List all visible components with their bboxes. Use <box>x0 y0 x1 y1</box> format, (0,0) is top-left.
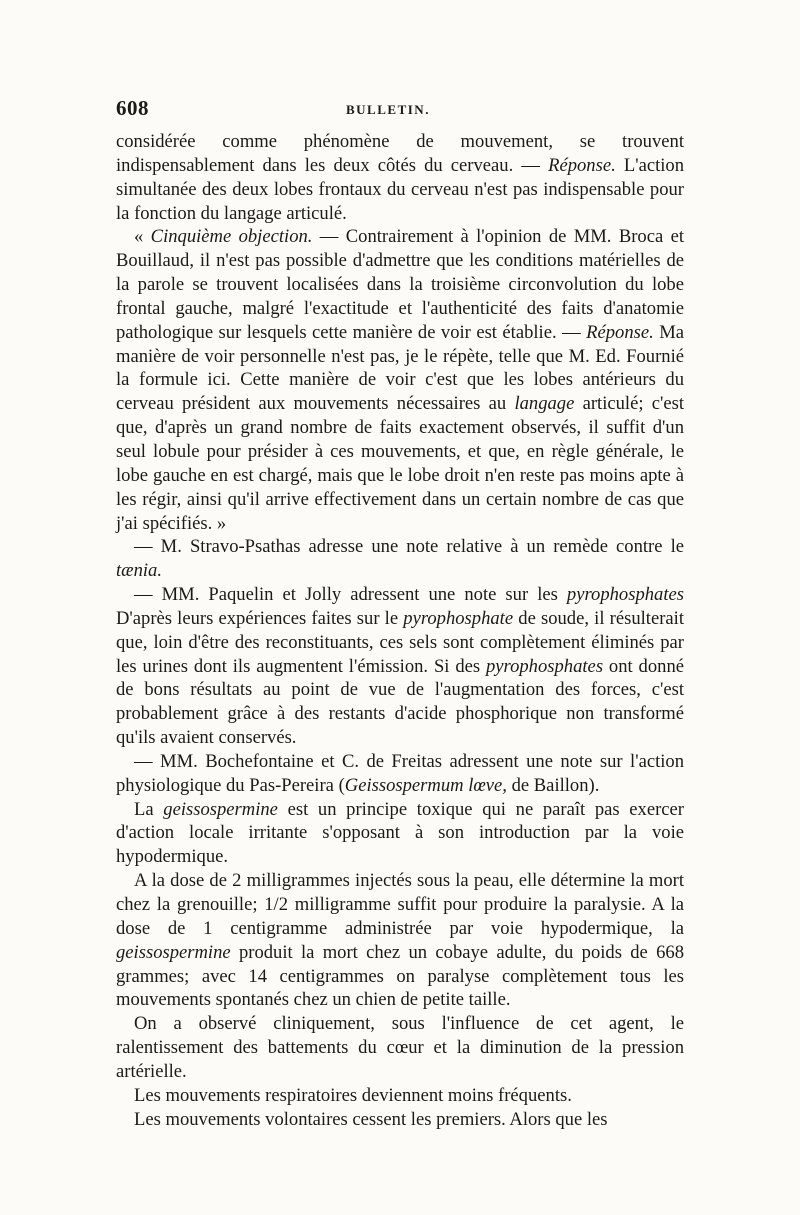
italic-run: Réponse. <box>586 321 654 343</box>
paragraph <box>116 583 684 750</box>
text-run: est un principe toxique qui ne paraît pas exercer d'action locale irritante s'opposant à son introduction par la voie hypodermique. <box>116 798 684 868</box>
italic-run: Cinquième objection. <box>150 226 313 248</box>
text-run: articulé; c'est que, d'après un grand nombre de faits exactement observés, il suffit d'un seul lobule pour présider à ces mouvements, et que, en règle générale, le lobe gauche en est chargé, mais que le lobe droit n'en reste pas moins apte à les régir, ainsi qu'il arrive effectivement dans un certain nombre de cas que j'ai spécifiés. » <box>116 393 684 534</box>
paragraph <box>116 1084 684 1108</box>
text-run: A la dose de 2 milligrammes injectés sous la peau, elle détermine la mort chez la grenouille; 1/2 milligramme suffit pour produire la paralysie. A la dose de 1 centigramme administrée par voie hypodermique, la <box>116 870 684 939</box>
text-run: — MM. Paquelin et Jolly adressent une note sur les <box>134 584 567 606</box>
running-head: BULLETIN. <box>346 102 430 117</box>
italic-run: langage <box>514 393 575 415</box>
text-run: produit la mort chez un cobaye adulte, du poids de 668 grammes; avec 14 centigrammes on paralyse complètement tous les mouvements spontanés chez un chien de petite taille. <box>116 941 684 1011</box>
text-run: Ma manière de voir personnelle n'est pas, je le répète, telle que M. Ed. Fournié la formule ici. Cette manière de voir c'est que les lobes antérieurs du cerveau président aux mouvements nécessaires au <box>116 321 684 415</box>
text-run: D'après leurs expériences faites sur le <box>116 607 404 629</box>
body-text <box>116 130 684 1131</box>
paragraph <box>116 1108 684 1132</box>
text-run: La <box>134 798 164 820</box>
text-run: de soude, il résulterait que, loin d'être des reconstituants, ces sels sont complètement éliminés par les urines dont ils augmentent l'émission. Si des <box>116 607 684 677</box>
page-number: 608 <box>116 96 149 120</box>
paragraph <box>116 869 684 1012</box>
paragraph <box>116 225 684 535</box>
text-run: Les mouvements volontaires cessent les premiers. Alors que les <box>134 1108 608 1130</box>
paragraph <box>116 130 684 225</box>
text-run: — M. Stravo-Psathas adresse une note relative à un remède contre le <box>134 536 684 558</box>
paragraph <box>116 535 684 583</box>
italic-run: pyrophosphates <box>566 584 684 606</box>
text-run: « <box>134 226 151 248</box>
italic-run: tænia. <box>116 560 162 582</box>
italic-run: pyrophosphates <box>485 655 604 677</box>
text-run: Les mouvements respiratoires deviennent moins fréquents. <box>134 1084 572 1106</box>
italic-run: geissospermine <box>116 941 231 963</box>
paragraph <box>116 1012 684 1084</box>
page-header <box>116 96 686 126</box>
text-run: L'action simultanée des deux lobes frontaux du cerveau n'est pas indispensable pour la fonction du langage articulé. <box>116 154 684 224</box>
paragraph <box>116 798 684 870</box>
text-run: — Contrairement à l'opinion de MM. Broca et Bouillaud, il n'est pas possible d'admettre que les conditions matérielles de la parole se trouvent localisées dans la troisième circonvolution du lobe frontal gauche, malgré l'exactitude et l'authenticité des faits d'anatomie pathologique sur lesquels cette manière de voir est établie. — <box>116 226 685 343</box>
text-run: de Baillon). <box>506 774 600 796</box>
text-run: ont donné de bons résultats au point de vue de l'augmentation des forces, c'est probablement grâce à des restants d'acide phosphorique non transformé qu'ils avaient conservés. <box>116 655 685 749</box>
text-run: considérée comme phénomène de mouvement, se trouvent indispensablement dans les deux côtés du cerveau. — <box>116 131 684 176</box>
text-run: On a observé cliniquement, sous l'influence de cet agent, le ralentissement des battements du cœur et la diminution de la pression artérielle. <box>116 1013 684 1082</box>
italic-run: pyrophosphate <box>403 607 514 629</box>
paragraph <box>116 750 684 798</box>
italic-run: geissospermine <box>163 798 278 820</box>
text-run: — MM. Bochefontaine et C. de Freitas adressent une note sur l'action physiologique du Pas-Pereira ( <box>116 750 684 796</box>
italic-run: Réponse. <box>548 154 616 176</box>
italic-run: Geissospermum lœve, <box>344 774 507 796</box>
